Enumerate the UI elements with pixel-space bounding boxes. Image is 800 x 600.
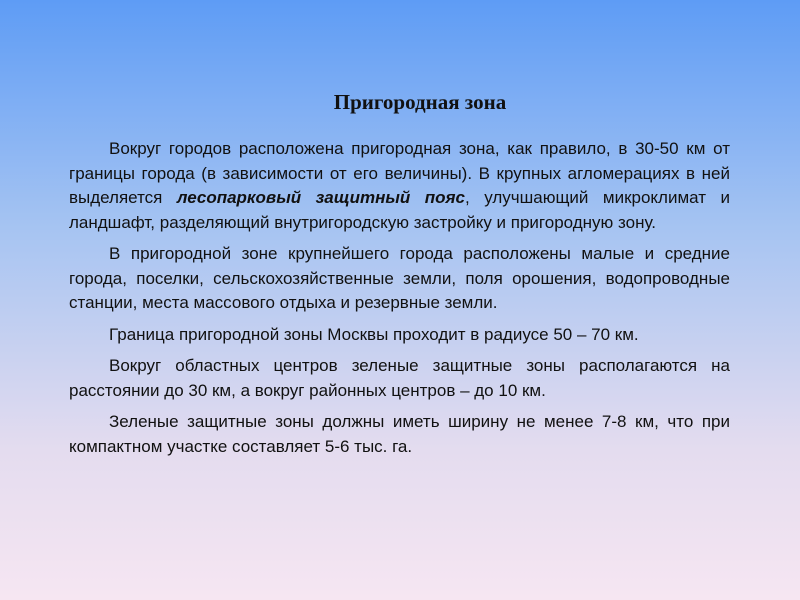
paragraph-suburban-zone-intro [69, 137, 730, 235]
paragraph-1-text-after: , улучшающий микроклимат и ландшафт, разделяющий внутригородскую застройку и пригородную зону. [69, 188, 731, 232]
paragraph-1-text-before: Вокруг городов расположена пригородная зона, как правило, в 30-50 км от границы города (в зависимости от его величины). В крупных агломерациях в ней выделяется [69, 139, 730, 207]
paragraph-largest-city-zone: В пригородной зоне крупнейшего города расположены малые и средние города, поселки, сельскохозяйственные земли, поля орошения, водопроводные станции, места массового отдыха и резервные земли. [69, 244, 730, 312]
forest-park-belt-term: лесопарковый защитный пояс [176, 188, 465, 207]
paragraph-green-zones-distance: Вокруг областных центров зеленые защитные зоны располагаются на расстоянии до 30 км, а вокруг районных центров – до 10 км. [69, 356, 730, 400]
paragraph-moscow-boundary: Граница пригородной зоны Москвы проходит в радиусе 50 – 70 км. [109, 324, 639, 344]
slide-body [69, 137, 730, 466]
paragraph-green-zones-width: Зеленые защитные зоны должны иметь ширину не менее 7-8 км, что при компактном участке составляет 5-6 тыс. га. [69, 412, 730, 456]
slide-title: Пригородная зона [333, 90, 507, 114]
